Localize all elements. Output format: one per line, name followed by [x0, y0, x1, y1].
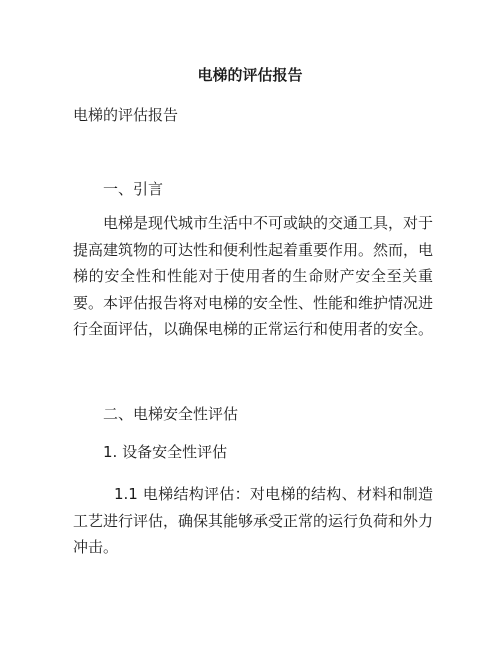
section-heading-introduction: 一、引言 — [103, 180, 164, 198]
subsection-heading-equipment-safety: 1. 设备安全性评估 — [103, 443, 228, 461]
section-heading-safety-evaluation: 二、电梯安全性评估 — [103, 405, 239, 423]
introduction-paragraph: 电梯是现代城市生活中不可或缺的交通工具，对于提高建筑物的可达性和便利性起着重要作用。然而，电梯的安全性和性能对于使用者的生命财产安全至关重要。本评估报告将对电梯的安全性、性能和维护情况进行全面评估，以确保电梯的正常运行和使用者的安全。 — [73, 214, 434, 338]
structure-evaluation-paragraph: 1.1 电梯结构评估：对电梯的结构、材料和制造工艺进行评估，确保其能够承受正常的运行负荷和外力冲击。 — [73, 485, 434, 556]
document-subtitle: 电梯的评估报告 — [73, 106, 179, 124]
document-title: 电梯的评估报告 — [197, 66, 303, 84]
